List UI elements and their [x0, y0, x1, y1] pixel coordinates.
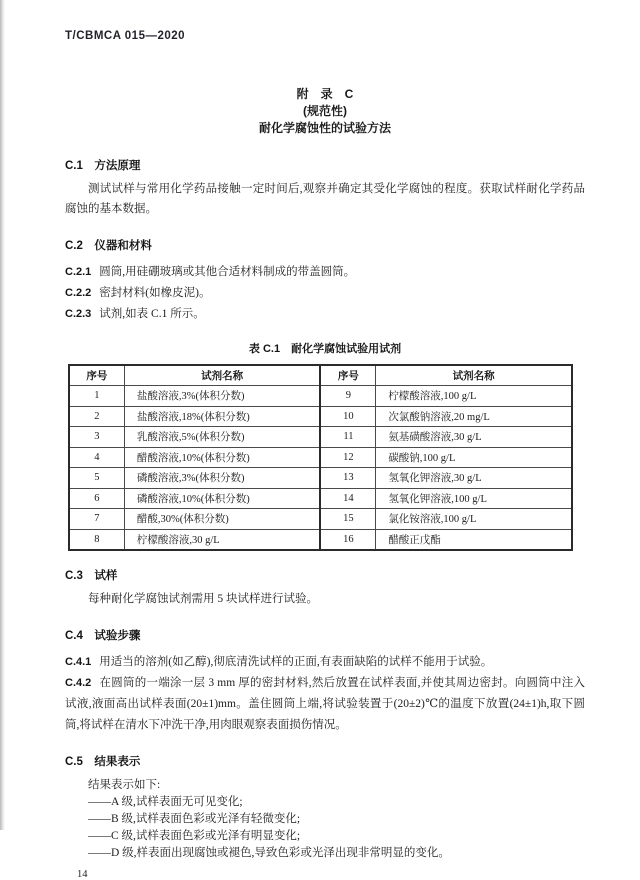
col-header-index-right: 序号: [320, 365, 375, 386]
result-grade-c: ——C 级,试样表面色彩或光泽有明显变化;: [88, 829, 301, 842]
row-index: 4: [69, 447, 124, 468]
table-row: [69, 406, 572, 427]
reagent-name: 醋酸溶液,10%(体积分数): [124, 447, 320, 468]
clause-text: 试剂,如表 C.1 所示。: [99, 308, 205, 320]
row-index: 13: [320, 468, 375, 489]
row-index: 8: [69, 529, 124, 550]
doc-code: T/CBMCA 015—2020: [65, 30, 186, 42]
reagent-name: 醋酸,30%(体积分数): [124, 509, 320, 530]
col-header-index-left: 序号: [69, 365, 124, 386]
clause-c2-3: [65, 303, 585, 324]
clause-number: C.2.2: [65, 287, 92, 299]
reagent-name: 柠檬酸溶液,30 g/L: [124, 529, 320, 550]
row-index: 11: [320, 427, 375, 448]
table-row: [69, 488, 572, 509]
reagent-name: 磷酸溶液,10%(体积分数): [124, 488, 320, 509]
row-index: 2: [69, 406, 124, 427]
reagent-name: 氯化铵溶液,100 g/L: [376, 509, 572, 530]
clause-number: C.2.3: [65, 308, 92, 320]
section-c2-heading: C.2 仪器和材料: [65, 240, 152, 252]
table-row: [69, 447, 572, 468]
row-index: 3: [69, 427, 124, 448]
clause-text: 密封材料(如橡皮泥)。: [99, 287, 211, 299]
row-index: 6: [69, 488, 124, 509]
col-header-name-right: 试剂名称: [376, 365, 572, 386]
appendix-title-block: [65, 86, 585, 137]
table-title: 表 C.1 耐化学腐蚀试验用试剂: [248, 343, 402, 355]
clause-text: 在圆筒的一端涂一层 3 mm 厚的密封材料,然后放置在试样表面,并使其周边密封。向圆筒中注入试液,液面高出试样表面(20±1)mm。盖住圆筒上端,将试验装置于(20±2)℃的温度下放置(24±1)h,取下圆筒,将试样在清水下冲洗干净,用肉眼观察表面损伤情况。: [65, 676, 585, 731]
reagent-name: 醋酸正戊酯: [376, 529, 572, 550]
section-c3-heading: C.3 试样: [65, 569, 118, 582]
reagent-name: 氨基磺酸溶液,30 g/L: [376, 427, 572, 448]
row-index: 7: [69, 509, 124, 530]
row-index: 5: [69, 468, 124, 489]
table-row: [69, 468, 572, 489]
col-header-name-left: 试剂名称: [124, 365, 320, 386]
clause-c2-2: [65, 282, 585, 303]
reagent-name: 磷酸溶液,3%(体积分数): [124, 468, 320, 489]
appendix-normative-label: (规范性): [303, 104, 347, 118]
reagent-name: 次氯酸钠溶液,20 mg/L: [376, 406, 572, 427]
reagent-name: 盐酸溶液,3%(体积分数): [124, 386, 320, 407]
appendix-subject: 耐化学腐蚀性的试验方法: [258, 121, 391, 135]
row-index: 9: [320, 386, 375, 407]
result-grade-a: ——A 级,试样表面无可见变化;: [88, 795, 243, 808]
clause-number: C.4.1: [65, 655, 92, 668]
section-c4-heading: C.4 试验步骤: [65, 629, 141, 642]
table-header-row: [69, 365, 572, 386]
reagent-name: 碳酸钠,100 g/L: [376, 447, 572, 468]
row-index: 14: [320, 488, 375, 509]
row-index: 16: [320, 529, 375, 550]
clause-text: 用适当的溶剂(如乙醇),彻底清洗试样的正面,有表面缺陷的试样不能用于试验。: [99, 655, 493, 668]
section-c3-body: 每种耐化学腐蚀试剂需用 5 块试样进行试验。: [88, 592, 318, 605]
section-c1-heading: C.1 方法原理: [65, 160, 141, 172]
reagent-name: 乳酸溶液,5%(体积分数): [124, 427, 320, 448]
table-row: [69, 509, 572, 530]
reagent-table: [68, 364, 573, 551]
reagent-name: 氢氧化钾溶液,30 g/L: [376, 468, 572, 489]
section-c5-heading: C.5 结果表示: [65, 755, 141, 768]
appendix-title: 附 录 C: [296, 87, 354, 101]
row-index: 12: [320, 447, 375, 468]
clause-number: C.4.2: [65, 676, 92, 689]
result-grade-d: ——D 级,样表面出现腐蚀或褪色,导致色彩或光泽出现非常明显的变化。: [88, 846, 450, 859]
row-index: 15: [320, 509, 375, 530]
reagent-name: 盐酸溶液,18%(体积分数): [124, 406, 320, 427]
row-index: 10: [320, 406, 375, 427]
clause-number: C.2.1: [65, 266, 92, 278]
page-number: 14: [77, 868, 88, 880]
result-grade-b: ——B 级,试样表面色彩或光泽有轻微变化;: [88, 812, 301, 825]
table-row: [69, 427, 572, 448]
clause-c4-2: [65, 672, 585, 735]
section-c1-body: 测试试样与常用化学药品接触一定时间后,观察并确定其受化学腐蚀的程度。获取试样耐化学药品腐蚀的基本数据。: [65, 183, 585, 215]
reagent-name: 氢氧化钾溶液,100 g/L: [376, 488, 572, 509]
table-row: [69, 386, 572, 407]
clause-c2-1: [65, 261, 585, 282]
clause-c4-1: [65, 651, 585, 672]
table-row: [69, 529, 572, 550]
result-intro: 结果表示如下:: [88, 778, 161, 791]
clause-text: 圆筒,用硅硼玻璃或其他合适材料制成的带盖圆筒。: [99, 266, 356, 278]
reagent-name: 柠檬酸溶液,100 g/L: [376, 386, 572, 407]
row-index: 1: [69, 386, 124, 407]
